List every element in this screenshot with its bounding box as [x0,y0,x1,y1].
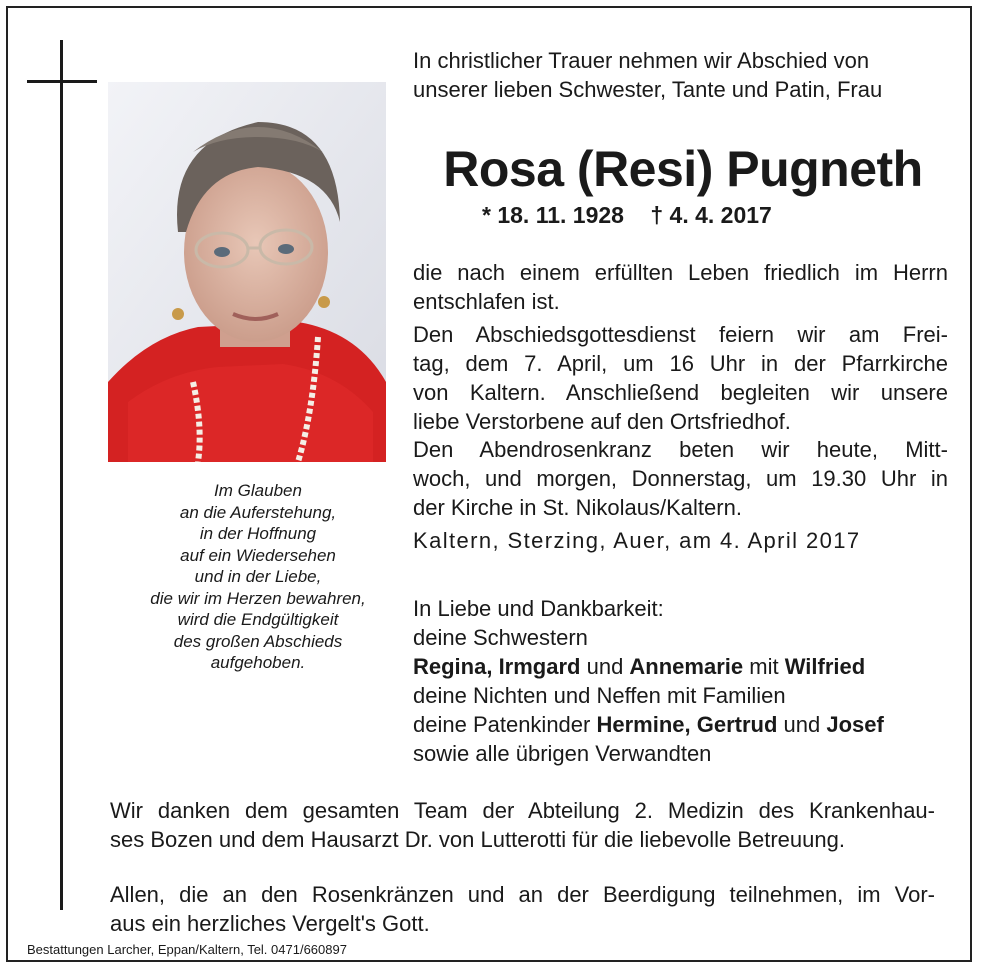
text-line: entschlafen ist. [413,289,560,314]
life-dates [482,202,792,229]
intro-line: unserer lieben Schwester, Tante und Patin, Frau [413,77,883,102]
poem-line: wird die Endgültigkeit [177,610,339,629]
relatives: sowie alle übrigen Verwandten [413,741,712,766]
poem-line: aufgehoben. [210,653,306,672]
text-line: tag, dem 7. April, um 16 Uhr in der Pfarrkirche [413,351,948,376]
thanks-medical [110,796,935,854]
text-line: aus ein herzliches Vergelt's Gott. [110,911,430,936]
cross-icon-horizontal [27,80,97,83]
text-line: Den Abschiedsgottesdienst feiern wir am Frei- [413,322,948,347]
cross-icon-vertical [60,40,63,910]
sisters-label: deine Schwestern [413,625,588,650]
intro-text [413,46,882,104]
funeral-home-footer: Bestattungen Larcher, Eppan/Kaltern, Tel. 0471/660897 [27,942,347,957]
poem-line: die wir im Herzen bewahren, [150,588,366,608]
portrait-photo [108,82,386,462]
poem-line: Im Glauben [214,481,302,500]
mourners-heading: In Liebe und Dankbarkeit: [413,596,664,621]
text-line: woch, und morgen, Donnerstag, um 19.30 Uhr in [413,466,948,491]
place-and-date: Kaltern, Sterzing, Auer, am 4. April 2017 [413,528,861,553]
birth-date: * 18. 11. 1928 [482,202,624,228]
death-date: † 4. 4. 2017 [650,202,772,228]
poem-line: in der Hoffnung [199,524,317,543]
text-line: Den Abendrosenkranz beten wir heute, Mitt- [413,437,948,462]
text-line: liebe Verstorbene auf den Ortsfriedhof. [413,409,791,434]
text-line: Allen, die an den Rosenkränzen und an der Beerdigung teilnehmen, im Vor- [110,882,935,907]
poem [108,480,408,674]
paragraph-funeral [413,320,948,436]
paragraph-passing [413,258,948,316]
godchildren: deine Patenkinder Hermine, Gertrud und Josef [413,712,884,737]
deceased-name: Rosa (Resi) Pugneth [443,141,923,197]
poem-line: des großen Abschieds [173,631,343,651]
mourners-list [413,594,884,768]
nieces-nephews: deine Nichten und Neffen mit Familien [413,683,786,708]
text-line: von Kaltern. Anschließend begleiten wir unsere [413,380,948,405]
poem-line: auf ein Wiedersehen [180,545,336,565]
text-line: der Kirche in St. Nikolaus/Kaltern. [413,495,742,520]
paragraph-rosary [413,435,948,522]
sisters-names: Regina, Irmgard und Annemarie mit Wilfried [413,654,866,679]
thanks-attendees [110,880,935,938]
poem-line: an die Auferstehung, [179,502,337,522]
text-line: Wir danken dem gesamten Team der Abteilung 2. Medizin des Krankenhau- [110,798,935,823]
poem-line: und in der Liebe, [194,567,322,586]
text-line: die nach einem erfüllten Leben friedlich im Herrn [413,260,948,285]
intro-line: In christlicher Trauer nehmen wir Abschied von [413,48,870,73]
text-line: ses Bozen und dem Hausarzt Dr. von Lutterotti für die liebevolle Betreuung. [110,827,845,852]
